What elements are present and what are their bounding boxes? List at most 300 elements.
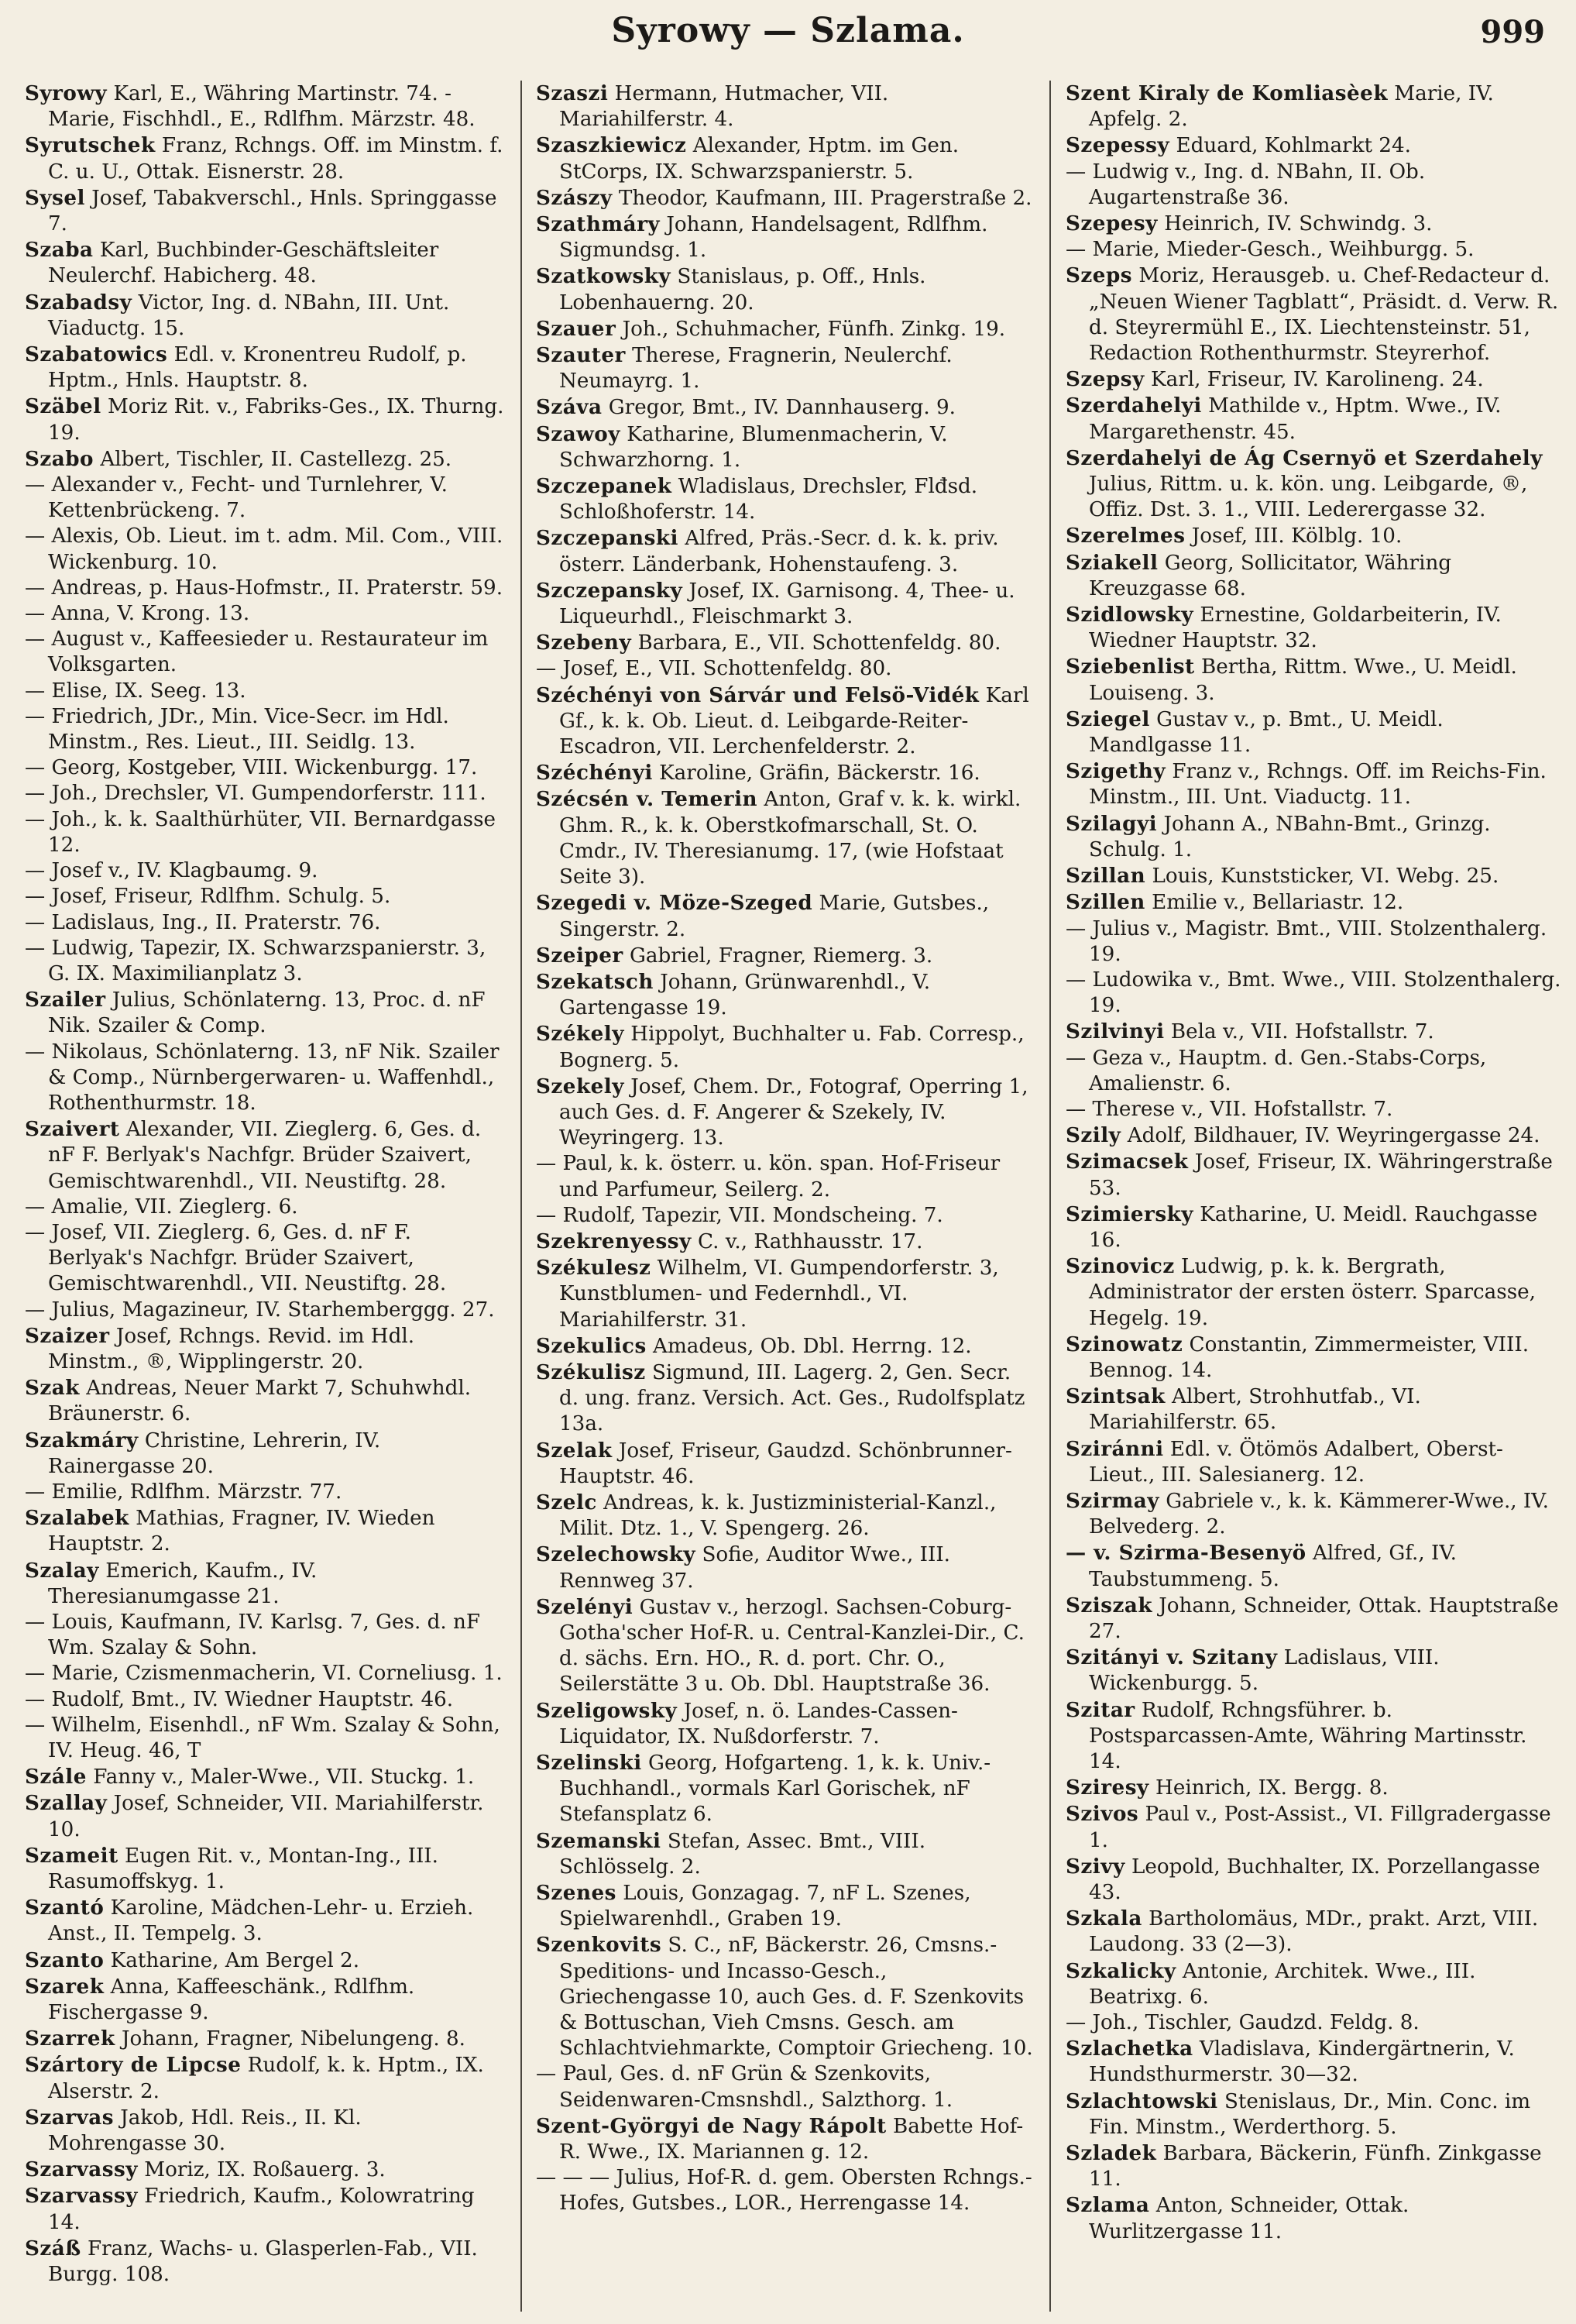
entry-details: Mathilde v., Hptm. Wwe., IV. Margarethenstr. 45. (1089, 394, 1502, 444)
entry-surname: Szent Kiraly de Komliasèek (1066, 81, 1388, 105)
entry-surname: Szaszkiewicz (536, 133, 687, 158)
entry-surname: Szaivert (25, 1117, 120, 1142)
entry-details: Ludwig, p. k. k. Bergrath, Administrator der ersten österr. Sparcasse, Hegelg. 19. (1089, 1255, 1536, 1330)
entry-details: Gregor, Bmt., IV. Dannhauserg. 9. (602, 396, 956, 420)
directory-entry (1066, 393, 1561, 445)
entry-details: Theodor, Kaufmann, III. Pragerstraße 2. (612, 186, 1032, 210)
entry-surname: Szarek (25, 1974, 105, 1999)
directory-entry (25, 576, 505, 601)
entry-surname: Szeligowsky (536, 1698, 678, 1723)
directory-entry (25, 1220, 505, 1298)
column-divider (520, 81, 522, 2312)
entry-details: Ernestine, Goldarbeiterin, IV. Wiedner Hauptstr. 32. (1089, 603, 1502, 653)
entry-details: Josef, Tabakverschl., Hnls. Springgasse 7. (48, 186, 497, 236)
entry-details: Marie, IV. Apfelg. 2. (1089, 82, 1494, 132)
directory-entry (25, 1116, 505, 1195)
directory-entry (536, 473, 1033, 525)
directory-entry (1066, 2036, 1561, 2088)
entry-details: Fanny v., Maler-Wwe., VII. Stuckg. 1. (86, 1765, 475, 1789)
entry-surname: Szathmáry (536, 212, 661, 237)
entry-surname: Szepessy (1066, 133, 1170, 158)
directory-entry (1066, 445, 1561, 524)
directory-entry (1066, 1775, 1561, 1801)
directory-entry (536, 578, 1033, 630)
directory-entry (25, 1790, 505, 1842)
directory-entry (536, 890, 1033, 942)
entry-details: — Wilhelm, Eisenhdl., nF Wm. Szalay & Sohn, IV. Heug. 46, T (25, 1713, 500, 1762)
directory-entry (1066, 758, 1561, 810)
directory-entry (1066, 1906, 1561, 1958)
entry-surname: Szimiersky (1066, 1202, 1193, 1226)
entry-details: Vladislava, Kindergärtnerin, V. Hundsthurmerstr. 30—32. (1089, 2037, 1515, 2087)
entry-surname: Széchényi (536, 761, 653, 786)
directory-entry (536, 1490, 1033, 1542)
entry-surname: Szauer (536, 316, 616, 341)
directory-entry (25, 1764, 505, 1790)
entry-details: Moriz Rit. v., Fabriks-Ges., IX. Thurng. 19. (48, 395, 504, 445)
entry-surname: Szimacsek (1066, 1150, 1189, 1174)
directory-entry (25, 524, 505, 575)
entry-details: — Amalie, VII. Zieglerg. 6. (25, 1195, 298, 1219)
entry-surname: Szelényi (536, 1594, 633, 1619)
entry-details: Victor, Ing. d. NBahn, III. Unt. Viaductg. 15. (48, 290, 450, 340)
directory-entry (1066, 132, 1561, 159)
entry-details: Heinrich, IX. Bergg. 8. (1149, 1776, 1389, 1800)
entry-details: Julius, Rittm. u. k. kön. ung. Leibgarde, ®, Offiz. Dst. 3. 1., VIII. Lederergasse 32. (1089, 473, 1528, 522)
entry-details: Josef, n. ö. Landes-Cassen-Liquidator, IX. Nußdorferstr. 7. (559, 1699, 958, 1748)
entry-details: — Julius, Magazineur, IV. Starhemberggg. 27. (25, 1298, 495, 1322)
directory-entry (25, 1323, 505, 1375)
entry-details: Johann, Fragner, Nibelungeng. 8. (115, 2027, 466, 2051)
entry-surname: Szinovicz (1066, 1254, 1175, 1279)
directory-entry (536, 1151, 1033, 1202)
entry-details: — Alexis, Ob. Lieut. im t. adm. Mil. Com., VIII. Wickenburg. 10. (25, 524, 503, 574)
entry-surname: Szártory de Lipcse (25, 2053, 242, 2078)
entry-details: Eugen Rit. v., Montan-Ing., III. Rasumoffskyg. 1. (48, 1844, 438, 1894)
directory-entry (25, 1375, 505, 1427)
entry-surname: Szekulics (536, 1333, 647, 1358)
directory-entry (25, 858, 505, 884)
entry-surname: Szawoy (536, 421, 620, 446)
entry-details: — Georg, Kostgeber, VIII. Wickenburgg. 17. (25, 756, 478, 780)
entry-details: Stenislaus, Dr., Min. Conc. im Fin. Minstm., Werderthorg. 5. (1089, 2089, 1531, 2139)
column-1 (25, 81, 505, 2312)
entry-surname: Szczepanek (536, 474, 672, 499)
directory-entry (536, 263, 1033, 315)
entry-details: — Geza v., Hauptm. d. Gen.-Stabs-Corps, Amalienstr. 6. (1066, 1046, 1487, 1095)
entry-details: Johann, Schneider, Ottak. Hauptstraße 27. (1089, 1593, 1559, 1643)
entry-details: Hippolyt, Buchhalter u. Fab. Corresp., Bognerg. 5. (559, 1023, 1025, 1072)
entry-surname: Szekatsch (536, 969, 654, 994)
entry-surname: Szirmay (1066, 1488, 1159, 1513)
entry-details: Gustav v., herzogl. Sachsen-Coburg-Gotha'scher Hof-R. u. Central-Kanzlei-Dir., C. d. sächs. Ern. HO., R. d. port. Chr. O., Seilerstätte 3 u. Ob. Dbl. Hauptstraße 36. (559, 1595, 1025, 1697)
directory-entry (536, 185, 1033, 211)
entry-surname: Szauter (536, 343, 626, 368)
entry-details: Josef, III. Kölblg. 10. (1185, 524, 1403, 548)
directory-entry (25, 1713, 505, 1764)
entry-details: Johann, Grünwarenhdl., V. Gartengasse 19. (559, 970, 931, 1020)
page-number: 999 (1480, 14, 1545, 50)
entry-surname: Szkala (1066, 1906, 1142, 1931)
directory-entry (25, 679, 505, 704)
entry-details: Josef, Schneider, VII. Mariahilferstr. 10. (48, 1792, 484, 1841)
entry-surname: Szerdahelyi (1066, 394, 1202, 418)
entry-details: Alfred, Präs.-Secr. d. k. k. priv. österr. Länderbank, Hohenstaufeng. 3. (559, 527, 999, 576)
entry-details: Georg, Sollicitator, Währing Kreuzgasse 68. (1089, 551, 1452, 600)
entry-details: Katharine, Am Bergel 2. (104, 1948, 360, 1972)
entry-details: Andreas, Neuer Markt 7, Schuhwhdl. Bräunerstr. 6. (48, 1377, 472, 1426)
entry-surname: Sysel (25, 185, 85, 210)
directory-entry (536, 682, 1033, 761)
directory-entry (1066, 1122, 1561, 1149)
directory-entry (1066, 1019, 1561, 1045)
entry-details: Eduard, Kohlmarkt 24. (1169, 134, 1411, 158)
directory-entry (536, 211, 1033, 263)
entry-details: — Rudolf, Bmt., IV. Wiedner Hauptstr. 46. (25, 1687, 454, 1711)
entry-details: — Julius v., Magistr. Bmt., VIII. Stolzenthalerg. 19. (1066, 916, 1547, 966)
directory-entry (25, 237, 505, 289)
directory-entry (25, 342, 505, 394)
directory-entry (536, 1255, 1033, 1333)
entry-details: Anton, Graf v. k. k. wirkl. Ghm. R., k. k. Oberstkofmarschall, St. O. Cmdr., IV. Theresianumg. 17, (wie Hofstaat Seite 3). (559, 788, 1021, 889)
directory-entry (536, 316, 1033, 342)
entry-surname: Szäbel (25, 394, 101, 419)
entry-surname: — v. Szirma-Besenyö (1066, 1541, 1306, 1566)
entry-surname: Szailer (25, 988, 106, 1012)
entry-details: — Ludowika v., Bmt. Wwe., VIII. Stolzenthalerg. 19. (1066, 968, 1561, 1018)
directory-entry (25, 132, 505, 184)
entry-surname: Száß (25, 2236, 81, 2260)
entry-details: — Josef v., IV. Klagbaumg. 9. (25, 859, 318, 883)
entry-details: Albert, Tischler, II. Castellezg. 25. (94, 447, 452, 471)
directory-entry (25, 1895, 505, 1947)
entry-details: — Nikolaus, Schönlaterng. 13, nF Nik. Szailer & Comp., Nürnbergerwaren- u. Waffenhdl., Rothenthurmstr. 18. (25, 1040, 500, 1115)
directory-entry (536, 342, 1033, 394)
entry-details: Sofie, Auditor Wwe., III. Rennweg 37. (559, 1543, 951, 1593)
entry-surname: Szebeny (536, 631, 632, 655)
directory-entry (536, 394, 1033, 421)
directory-entry (1066, 1202, 1561, 1253)
directory-entry (536, 969, 1033, 1021)
entry-details: Alexander, Hptm. im Gen. StCorps, IX. Schwarzspanierstr. 5. (559, 134, 960, 184)
entry-surname: Szantó (25, 1896, 105, 1920)
entry-details: Louis, Gonzagag. 7, nF L. Szenes, Spielwarenhdl., Graben 19. (559, 1882, 971, 1931)
entry-surname: Szaba (25, 238, 94, 263)
entry-details: S. C., nF, Bäckerstr. 26, Cmsns.-Speditions- und Incasso-Gesch., Griechengasse 10, auch Ges. d. F. Szenkovits & Bottuschan, Vieh Cmsns. Gesch. am Schlachtviehmarkte, Comptoir Griecheng. 10. (559, 1934, 1033, 2061)
directory-entry (25, 2052, 505, 2104)
directory-entry (1066, 1540, 1561, 1592)
entry-surname: Szanto (25, 1948, 105, 1972)
directory-entry (1066, 1645, 1561, 1697)
directory-entry (1066, 1384, 1561, 1435)
directory-entry (25, 1298, 505, 1323)
entry-details: Joh., Schuhmacher, Fünfh. Zinkg. 19. (616, 317, 1006, 341)
entry-surname: Szelc (536, 1490, 597, 1514)
entry-surname: Szlama (1066, 2193, 1150, 2218)
directory-entry (536, 1828, 1033, 1880)
entry-details: Karl, E., Währing Martinstr. 74. - Marie, Fischhdl., E., Rdlfhm. Märzstr. 48. (48, 82, 476, 132)
directory-entry (25, 1195, 505, 1220)
directory-entry (25, 1948, 505, 1974)
entry-details: Anna, Kaffeeschänk., Rdlfhm. Fischergasse 9. (48, 1975, 415, 2025)
entry-details: Bartholomäus, MDr., prakt. Arzt, VIII. Laudong. 33 (2—3). (1089, 1907, 1539, 1957)
entry-details: — Ludwig v., Ing. d. NBahn, II. Ob. Augartenstraße 36. (1066, 160, 1426, 209)
directory-entry (536, 630, 1033, 656)
entry-surname: Szent-Györgyi de Nagy Rápolt (536, 2113, 887, 2138)
directory-entry (536, 1333, 1033, 1360)
entry-details: — Ladislaus, Ing., II. Praterstr. 76. (25, 910, 381, 934)
entry-surname: Szarvassy (25, 2157, 138, 2182)
entry-details: Antonie, Architek. Wwe., III. Beatrixg. 6. (1089, 1959, 1476, 2009)
entry-details: Franz v., Rchngs. Off. im Reichs-Fin. Minstm., III. Unt. Viaductg. 11. (1089, 760, 1547, 810)
directory-entry (25, 1843, 505, 1895)
entry-surname: Szepsy (1066, 367, 1145, 392)
directory-entry (1066, 1801, 1561, 1853)
entry-surname: Szeps (1066, 263, 1132, 288)
entry-details: Anton, Schneider, Ottak. Wurlitzergasse 11. (1089, 2194, 1409, 2243)
entry-surname: Szakmáry (25, 1428, 139, 1452)
entry-details: — Josef, Friseur, Rdlfhm. Schulg. 5. (25, 885, 391, 909)
directory-entry (25, 1687, 505, 1713)
directory-entry (536, 1542, 1033, 1593)
column-divider (1049, 81, 1051, 2312)
entry-surname: Sziránni (1066, 1436, 1164, 1461)
entry-details: Andreas, k. k. Justizministerial-Kanzl., Milit. Dtz. 1., V. Spengerg. 26. (559, 1490, 997, 1541)
directory-entry (1066, 602, 1561, 654)
directory-entry (25, 1480, 505, 1505)
entry-details: Karl, Buchbinder-Geschäftsleiter Neulerchf. Habicherg. 48. (48, 239, 439, 288)
entry-details: Katharine, Blumenmacherin, V. Schwarzhorng. 1. (559, 422, 948, 472)
directory-entry (1066, 1149, 1561, 1201)
entry-details: C. v., Rathhausstr. 17. (691, 1229, 923, 1253)
entry-surname: Szladek (1066, 2141, 1157, 2166)
entry-surname: Szillen (1066, 890, 1145, 915)
entry-details: — Rudolf, Tapezir, VII. Mondscheing. 7. (536, 1203, 943, 1227)
entry-surname: Szilvinyi (1066, 1019, 1165, 1044)
entry-details: Constantin, Zimmermeister, VIII. Bennog. 14. (1089, 1332, 1530, 1382)
directory-entry (25, 185, 505, 237)
entry-surname: Szále (25, 1765, 87, 1789)
entry-details: Rudolf, Rchngsführer. b. Postsparcassen-Amte, Währing Martinsstr. 14. (1089, 1698, 1527, 1773)
directory-entry (536, 1750, 1033, 1828)
entry-details: Emerich, Kaufm., IV. Theresianumgasse 21. (48, 1559, 318, 1608)
entry-surname: Szivy (1066, 1854, 1125, 1879)
entry-surname: Szinowatz (1066, 1332, 1183, 1356)
directory-entry (1066, 550, 1561, 602)
directory-entry (536, 1021, 1033, 1073)
directory-entry (536, 786, 1033, 890)
directory-entry (25, 81, 505, 132)
entry-details: — Friedrich, JDr., Min. Vice-Secr. im Hdl. Minstm., Res. Lieut., III. Seidlg. 13. (25, 704, 449, 755)
entry-details: Josef, Rchngs. Revid. im Hdl. Minstm., ®, Wipplingerstr. 20. (48, 1324, 415, 1373)
directory-entry (1066, 523, 1561, 549)
entry-details: — Louis, Kaufmann, IV. Karlsg. 7, Ges. d. nF Wm. Szalay & Sohn. (25, 1610, 481, 1660)
entry-details: Josef, Friseur, IX. Währingerstraße 53. (1089, 1150, 1553, 1200)
directory-entry (536, 943, 1033, 969)
entry-surname: Szintsak (1066, 1384, 1166, 1409)
entry-surname: Szemanski (536, 1828, 661, 1853)
directory-entry (1066, 1097, 1561, 1122)
directory-entry (25, 2157, 505, 2183)
entry-details: Rudolf, k. k. Hptm., IX. Alserstr. 2. (48, 2054, 484, 2103)
entry-surname: Szigethy (1066, 759, 1166, 784)
entry-surname: Szaizer (25, 1323, 110, 1348)
entry-surname: Sziebenlist (1066, 655, 1195, 679)
directory-entry (536, 1203, 1033, 1229)
entry-details: Moriz, IX. Roßauerg. 3. (137, 2158, 386, 2182)
entry-details: Karoline, Mädchen-Lehr- u. Erzieh. Anst., II. Tempelg. 3. (48, 1896, 474, 1946)
entry-surname: Szekely (536, 1074, 624, 1098)
entry-surname: Szkalicky (1066, 1958, 1176, 1983)
directory-entry (536, 1438, 1033, 1490)
directory-entry (1066, 1697, 1561, 1776)
entry-details: Georg, Hofgarteng. 1, k. k. Univ.-Buchhandl., vormals Karl Gorischek, nF Stefansplatz 6. (559, 1752, 991, 1827)
entry-surname: Szabadsy (25, 290, 132, 315)
directory-entry (25, 1610, 505, 1661)
directory-entry (1066, 1854, 1561, 1906)
directory-entry (1066, 863, 1561, 889)
entry-surname: Szenes (536, 1881, 616, 1906)
entry-details: Johann, Handelsagent, Rdlfhm. Sigmundsg. 1. (559, 213, 988, 263)
entry-details: Sigmund, III. Lagerg. 2, Gen. Secr. d. ung. franz. Versich. Act. Ges., Rudolfsplatz 13a. (559, 1360, 1025, 1436)
directory-entry (1066, 81, 1561, 132)
directory-entry (1066, 916, 1561, 968)
directory-entry (1066, 654, 1561, 706)
entry-surname: Syrutschek (25, 133, 156, 158)
directory-entry (536, 1229, 1033, 1255)
directory-entry (1066, 2010, 1561, 2036)
directory-entry (536, 81, 1033, 132)
entry-surname: Szivos (1066, 1802, 1139, 1827)
entry-surname: Szily (1066, 1123, 1121, 1148)
entry-surname: Sziegel (1066, 706, 1150, 731)
entry-details: Wilhelm, VI. Gumpendorferstr. 3, Kunstblumen- und Federnhdl., VI. Mariahilferstr. 31. (559, 1257, 999, 1332)
directory-entry (1066, 2140, 1561, 2192)
entry-surname: Széchényi von Sárvár und Felsö-Vidék (536, 682, 980, 707)
entry-details: Josef, Friseur, Gaudzd. Schönbrunner-Hauptstr. 46. (559, 1439, 1012, 1488)
directory-entry (25, 290, 505, 342)
directory-entry (25, 394, 505, 445)
entry-details: — Andreas, p. Haus-Hofmstr., II. Praterstr. 59. (25, 576, 503, 600)
entry-details: Edl. v. Kronentreu Rudolf, p. Hptm., Hnls. Hauptstr. 8. (48, 343, 467, 393)
entry-surname: Szenkovits (536, 1933, 662, 1958)
entry-details: Moriz, Herausgeb. u. Chef-Redacteur d. „Neuen Wiener Tagblatt“, Präsidt. d. Verw. R. d. Steyrermühl E., IX. Liechtensteinstr. 51, Redaction Rothenthurmstr. Steyrerhof. (1089, 264, 1559, 366)
entry-details: Hermann, Hutmacher, VII. Mariahilferstr. 4. (559, 82, 889, 132)
directory-entry (536, 132, 1033, 184)
entry-surname: Szak (25, 1376, 80, 1401)
directory-entry (536, 1880, 1033, 1932)
entry-surname: Szatkowsky (536, 264, 671, 289)
directory-entry (25, 446, 505, 473)
directory-entry (25, 910, 505, 936)
entry-surname: Szarrek (25, 2027, 115, 2051)
entry-surname: Székulisz (536, 1360, 646, 1384)
entry-details: — Joh., k. k. Saalthürhüter, VII. Bernardgasse 12. (25, 807, 496, 857)
entry-surname: Szekrenyessy (536, 1229, 692, 1253)
column-3 (1066, 81, 1561, 2312)
directory-entry (1066, 889, 1561, 916)
entry-details: Friedrich, Kaufm., Kolowratring 14. (48, 2185, 475, 2234)
entry-details: — Emilie, Rdlfhm. Märzstr. 77. (25, 1480, 342, 1504)
entry-surname: Szarvas (25, 2105, 114, 2130)
directory-entry (25, 627, 505, 678)
directory-entry (1066, 1253, 1561, 1332)
entry-details: Jakob, Hdl. Reis., II. Kl. Mohrengasse 30. (48, 2106, 362, 2156)
entry-details: Paul v., Post-Assist., VI. Fillgradergasse 1. (1089, 1803, 1551, 1852)
entry-details: Alfred, Gf., IV. Taubstummeng. 5. (1089, 1542, 1458, 1591)
directory-entry (25, 2105, 505, 2157)
entry-surname: Szécsén v. Temerin (536, 787, 758, 812)
entry-surname: Syrowy (25, 81, 108, 105)
entry-surname: Szaszi (536, 81, 609, 105)
entry-details: — Ludwig, Tapezir, IX. Schwarzspanierstr. 3, G. IX. Maximilianplatz 3. (25, 936, 486, 985)
entry-surname: Szászy (536, 185, 613, 210)
entry-surname: Székulesz (536, 1256, 651, 1281)
entry-surname: Szerelmes (1066, 524, 1186, 548)
directory-entry (536, 2061, 1033, 2113)
directory-entry (25, 2026, 505, 2052)
directory-entry (25, 1974, 505, 2026)
directory-entry (25, 755, 505, 781)
entry-surname: Szillan (1066, 864, 1146, 889)
entry-surname: Szelinski (536, 1751, 642, 1775)
entry-details: Edl. v. Ötömös Adalbert, Oberst-Lieut., III. Salesianerg. 12. (1089, 1437, 1503, 1487)
entry-surname: Szerdahelyi de Ág Csernyö et Szerdahely (1066, 445, 1543, 470)
entry-details: — Joh., Tischler, Gaudzd. Feldg. 8. (1066, 2011, 1420, 2035)
column-2 (536, 81, 1033, 2312)
entry-surname: Szilagyi (1066, 811, 1158, 836)
entry-surname: Szitar (1066, 1697, 1135, 1722)
directory-entry (536, 2113, 1033, 2165)
directory-entry (1066, 2089, 1561, 2140)
entry-details: — Paul, Ges. d. nF Grün & Szenkovits, Seidenwaren-Cmsnshdl., Salzthorg. 1. (536, 2062, 953, 2112)
entry-details: Julius, Schönlaterng. 13, Proc. d. nF Nik. Szailer & Comp. (48, 988, 486, 1038)
entry-surname: Szeiper (536, 943, 623, 968)
entry-surname: Szepesy (1066, 211, 1158, 236)
entry-details: Wladislaus, Drechsler, Flđsd. Schloßhoferstr. 14. (559, 475, 978, 524)
entry-surname: Szlachtowski (1066, 2089, 1218, 2113)
directory-entry (1066, 1046, 1561, 1097)
directory-entry (536, 1594, 1033, 1698)
directory-entry (25, 2236, 505, 2288)
entry-surname: Szelak (536, 1438, 613, 1463)
directory-entry (25, 473, 505, 524)
entry-details: Albert, Strohhutfab., VI. Mariahilferstr. 65. (1089, 1385, 1421, 1435)
entry-surname: Szameit (25, 1843, 118, 1868)
entry-details: Karl, Friseur, IV. Karolineng. 24. (1144, 368, 1484, 392)
entry-details: Josef, Chem. Dr., Fotograf, Operring 1, auch Ges. d. F. Angerer & Szekely, IV. Weyringerg. 13. (559, 1074, 1028, 1150)
directory-entry (536, 525, 1033, 577)
entry-surname: Szitányi v. Szitany (1066, 1645, 1278, 1670)
entry-surname: Szidlowsky (1066, 603, 1194, 627)
directory-entry (25, 704, 505, 755)
entry-details: Karl Gf., k. k. Ob. Lieut. d. Leibgarde-Reiter-Escadron, VII. Lerchenfelderstr. 2. (559, 683, 1029, 759)
directory-entry (1066, 2192, 1561, 2244)
entry-details: Karoline, Gräfin, Bäckerstr. 16. (652, 761, 980, 786)
entry-surname: Szabo (25, 446, 94, 471)
entry-details: Babette Hof-R. Wwe., IX. Mariannen g. 12. (559, 2114, 1024, 2164)
directory-entry (25, 781, 505, 806)
entry-details: Louis, Kunststicker, VI. Webg. 25. (1145, 865, 1499, 889)
directory-entry (536, 1360, 1033, 1438)
directory-entry (1066, 366, 1561, 393)
entry-details: — Elise, IX. Seeg. 13. (25, 679, 246, 703)
entry-details: Marie, Gutsbes., Singerstr. 2. (559, 892, 990, 941)
directory-entry (25, 1558, 505, 1610)
entry-surname: Szalabek (25, 1506, 129, 1531)
running-head: Syrowy — Szlama. (611, 11, 965, 50)
entry-details: Christine, Lehrerin, IV. Rainergasse 20. (48, 1428, 381, 1478)
